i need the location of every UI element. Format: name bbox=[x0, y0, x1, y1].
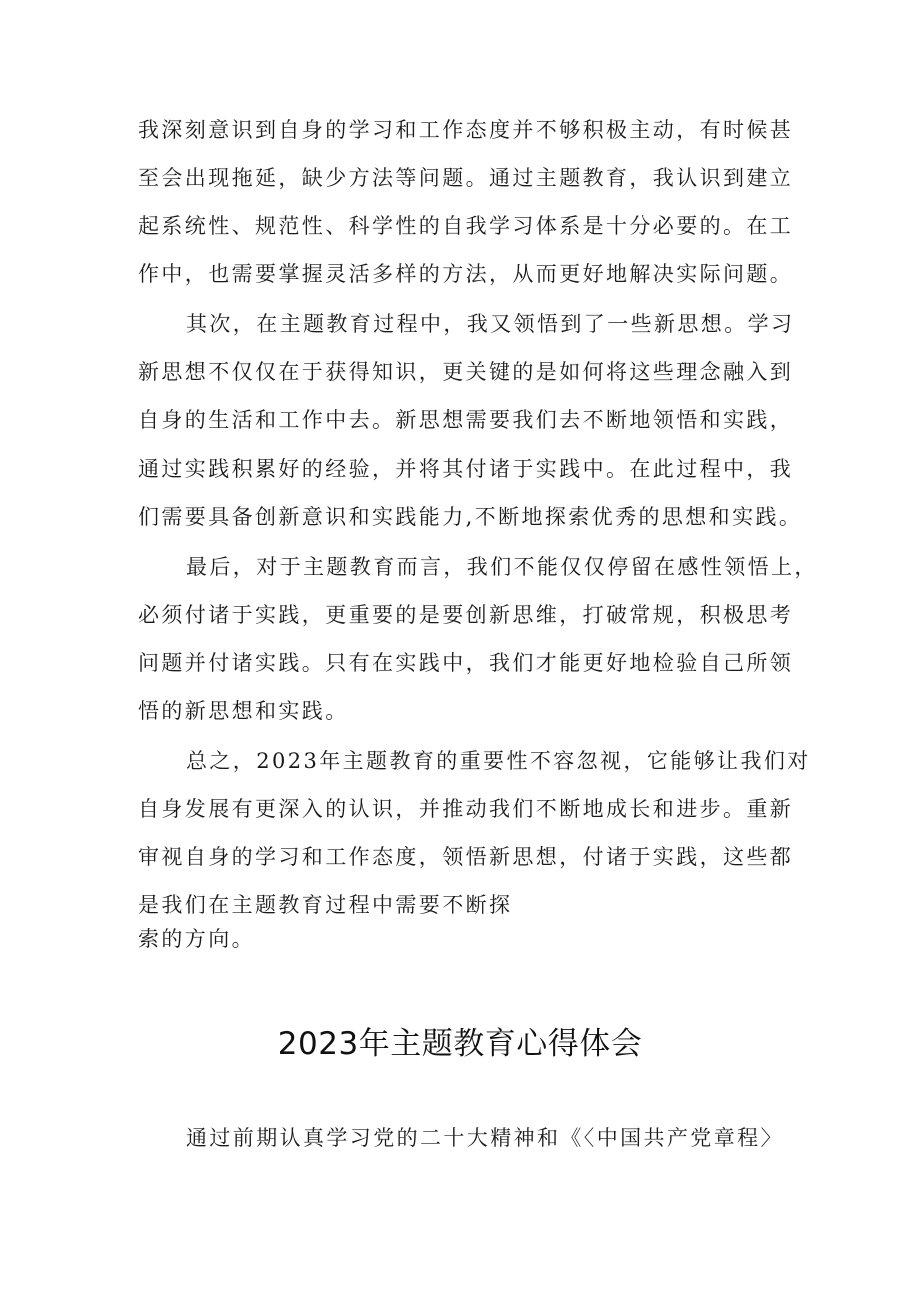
paragraph-2-line-4: 通过实践积累好的经验，并将其付诸于实践中。在此过程中，我 bbox=[138, 457, 794, 481]
paragraph-2-line-3: 自身的生活和工作中去。新思想需要我们去不断地领悟和实践， bbox=[138, 408, 794, 432]
paragraph-3-line-3: 问题并付诸实践。只有在实践中，我们才能更好地检验自己所领 bbox=[138, 651, 794, 675]
paragraph-3-line-2: 必须付诸于实践，更重要的是要创新思维，打破常规，积极思考 bbox=[138, 603, 794, 627]
opening-line: 通过前期认真学习党的二十大精神和《〈中国共产党章程〉 bbox=[186, 1126, 784, 1150]
paragraph-3-line-1: 最后，对于主题教育而言，我们不能仅仅停留在感性领悟上， bbox=[186, 555, 818, 579]
paragraph-4-line-1: 总之，2023年主题教育的重要性不容忽视，它能够让我们对 bbox=[186, 749, 811, 773]
paragraph-4-line-3: 审视自身的学习和工作态度，领悟新思想，付诸于实践，这些都 bbox=[138, 845, 794, 869]
paragraph-2-line-5: 们需要具备创新意识和实践能力,不断地探索优秀的思想和实践。 bbox=[138, 505, 803, 529]
paragraph-2-line-1: 其次，在主题教育过程中，我又领悟到了一些新思想。学习 bbox=[186, 312, 795, 336]
paragraph-4-line-5: 索的方向。 bbox=[138, 927, 255, 951]
paragraph-4-line-2: 自身发展有更深入的认识，并推动我们不断地成长和进步。重新 bbox=[138, 797, 794, 821]
paragraph-2-line-2: 新思想不仅仅在于获得知识，更关键的是如何将这些理念融入到 bbox=[138, 360, 794, 384]
document-title: 2023年主题教育心得体会 bbox=[277, 1026, 643, 1062]
paragraph-1-line-3: 起系统性、规范性、科学性的自我学习体系是十分必要的。在工 bbox=[138, 214, 794, 238]
paragraph-1-line-2: 至会出现拖延，缺少方法等问题。通过主题教育，我认识到建立 bbox=[138, 166, 794, 190]
paragraph-1-line-4: 作中，也需要掌握灵活多样的方法，从而更好地解决实际问题。 bbox=[138, 262, 794, 286]
paragraph-3-line-4: 悟的新思想和实践。 bbox=[138, 699, 349, 723]
paragraph-4-line-4: 是我们在主题教育过程中需要不断探 bbox=[138, 893, 513, 917]
paragraph-1-line-1: 我深刻意识到自身的学习和工作态度并不够积极主动，有时候甚 bbox=[138, 118, 794, 142]
